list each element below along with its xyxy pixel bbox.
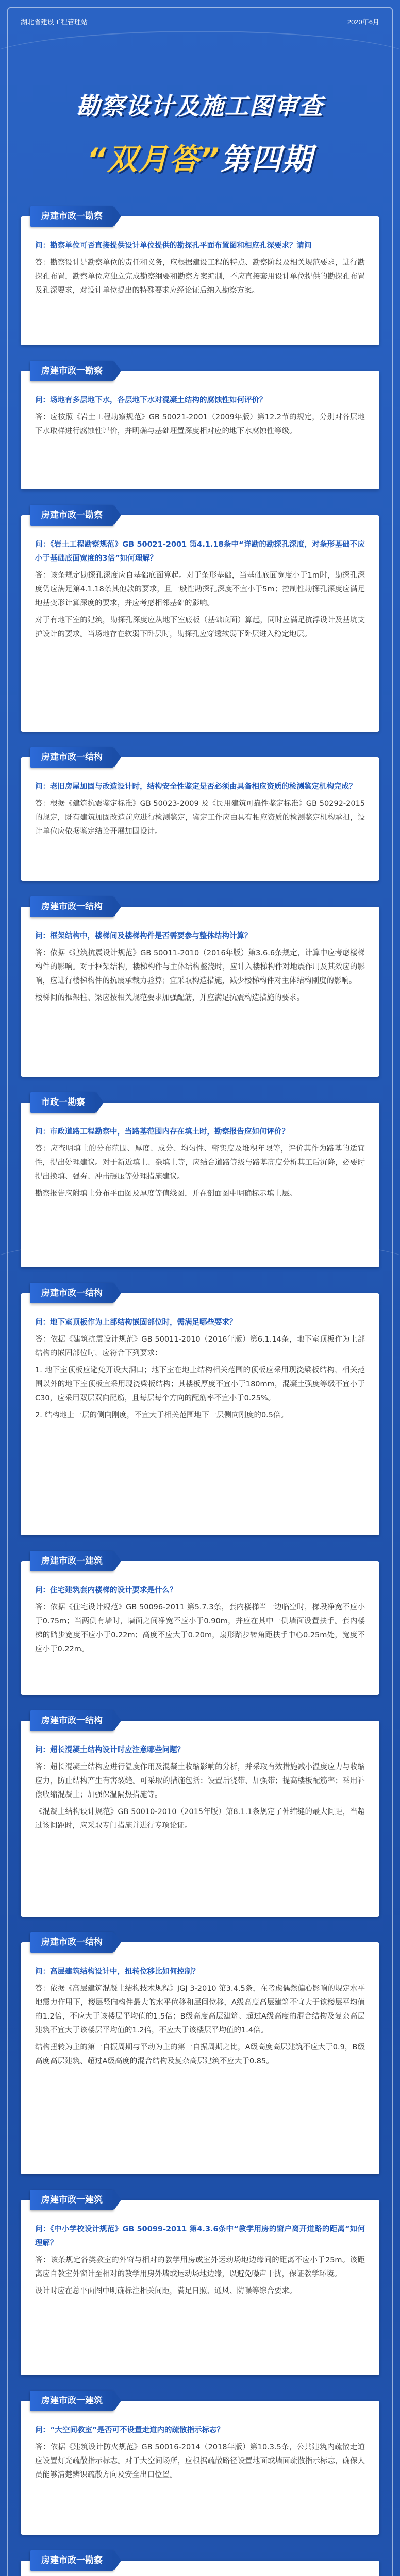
tag-arrow <box>96 1092 104 1113</box>
tag-arrow <box>114 361 121 381</box>
qa-card <box>21 1288 379 1535</box>
qa-answer: 1. 地下室顶板应避免开设大洞口；地下室在地上结构相关范围的顶板应采用现浇梁板结构，相关范围以外的地下室顶板宜采用现浇梁板结构；其楼板厚度不宜小于180mm，混凝土强度等级不宜小于C30，应采用双层双向配筋，且每层每个方向的配筋率不宜小于0.25%。 <box>35 1366 365 1402</box>
qa-question: 问：超长混凝土结构设计时应注意哪些问题？ <box>35 1746 185 1754</box>
qa-question: 问：勘察单位可否直接提供设计单位提供的勘探孔平面布置图和相应孔深要求？请问 <box>35 242 312 250</box>
qa-answer: 答：依据《建筑设计防火规范》GB 50016-2014（2018年版）第10.3.5条，公共建筑内疏散走道应设置灯光疏散指示标志。对于大空间场所，应根据疏散路径设置地面或墙面疏散指示标志，确保人员能够清楚辨识疏散方向及安全出口位置。 <box>35 2443 365 2479</box>
qa-answer: 答：应按照《岩土工程勘察规范》GB 50021-2001（2009年版）第12.2节的规定，分别对各层地下水取样进行腐蚀性评价，并明确与基础埋置深度相对应的地下水腐蚀性等级。 <box>35 413 365 435</box>
qa-card <box>21 510 379 732</box>
qa-body <box>21 1942 379 2083</box>
qa-card <box>21 902 379 1077</box>
hero-banner <box>21 77 379 191</box>
qa-answer: 答：该条规定勘探孔深度应自基础底面算起。对于条形基础，当基础底面宽度小于1m时，勘探孔深度仍应满足第4.1.18条其他款的要求，且一般性勘探孔深度不宜小于5m；控制性勘探孔深度应满足地基变形计算深度的要求，并应考虑相邻基础的影响。 <box>35 571 365 607</box>
hero-title: 勘察设计及施工图审查 <box>76 92 324 120</box>
hero-issue: 第四期 <box>220 142 313 177</box>
qa-body <box>21 2200 379 2313</box>
qa-card <box>21 2195 379 2375</box>
header-strip <box>21 14 379 28</box>
qa-answer: 对于有地下室的建筑，勘探孔深度应从地下室底板（基础底面）算起，同时应满足抗浮设计及基坑支护设计的要求。当场地存在软弱下卧层时，勘探孔应穿透软弱下卧层进入稳定地层。 <box>35 616 365 638</box>
qa-category-tag: 房建市政一勘察 <box>30 361 114 381</box>
qa-body <box>21 757 379 853</box>
qa-answer: 答：依据《建筑抗震设计规范》GB 50011-2010（2016年版）第6.1.14条，地下室顶板作为上部结构的嵌固部位时，应符合下列要求： <box>35 1335 365 1358</box>
tag-arrow <box>114 896 121 917</box>
qa-body <box>21 1721 379 1848</box>
qa-body <box>21 1561 379 1671</box>
qa-category-tag: 房建市政一结构 <box>30 896 114 917</box>
qa-body <box>21 1103 379 1215</box>
qa-category-tag: 房建市政一建筑 <box>30 2391 114 2411</box>
tag-arrow <box>114 2550 121 2571</box>
qa-body <box>21 1293 379 1437</box>
qa-card <box>21 211 379 345</box>
qa-card <box>21 2396 379 2535</box>
qa-card <box>21 1556 379 1695</box>
tag-arrow <box>114 206 121 227</box>
header-date: 2020年6月 <box>347 18 379 26</box>
qa-category-tag: 房建市政一勘察 <box>30 2550 114 2571</box>
qa-answer: 答：依据《住宅设计规范》GB 50096-2011 第5.7.3条，套内楼梯当一边临空时，梯段净宽不应小于0.75m；当两侧有墙时，墙面之间净宽不应小于0.90m，并应在其中一侧墙面设置扶手。套内楼梯的踏步宽度不应小于0.22m；高度不应大于0.20m，扇形踏步转角距扶手中心0.25m处，宽度不应小于0.22m。 <box>35 1603 365 1653</box>
qa-question: 问：高层建筑结构设计中，扭转位移比如何控制？ <box>35 1968 199 1976</box>
qa-answer: 结构扭转为主的第一自振周期与平动为主的第一自振周期之比，A级高度高层建筑不应大于0.9，B级高度高层建筑、超过A级高度的混合结构及复杂高层建筑不应大于0.85。 <box>35 2043 365 2065</box>
qa-card <box>21 1937 379 2174</box>
qa-category-tag: 房建市政一勘察 <box>30 206 114 227</box>
qa-card <box>21 1097 379 1267</box>
qa-category-tag: 房建市政一建筑 <box>30 1551 114 1571</box>
hero-quote-close: ” <box>200 142 221 177</box>
qa-card <box>21 752 379 881</box>
qa-card <box>21 366 379 489</box>
tag-arrow <box>114 1710 121 1731</box>
qa-question: 问：“大空间教室”是否可不设置走道内的疏散指示标志？ <box>35 2426 225 2434</box>
hero-highlight: 双月答 <box>107 142 200 177</box>
qa-question: 问：住宅建筑套内楼梯的设计要求是什么？ <box>35 1586 177 1595</box>
qa-body <box>21 2401 379 2497</box>
tag-arrow <box>114 505 121 526</box>
qa-answer: 设计时应在总平面图中明确标注相关间距，满足日照、通风、防噪等综合要求。 <box>35 2287 297 2295</box>
qa-category-tag: 房建市政一结构 <box>30 1932 114 1953</box>
qa-question: 问：《中小学校设计规范》GB 50099-2011 第4.3.6条中“教学用房的窗户离开道路的距离”如何理解？ <box>35 2225 365 2247</box>
qa-question: 问：框架结构中，楼梯间及楼梯构件是否需要参与整体结构计算？ <box>35 932 252 940</box>
tag-arrow <box>114 747 121 768</box>
qa-question: 问：地下室顶板作为上部结构嵌固部位时，需满足哪些要求？ <box>35 1318 237 1327</box>
qa-category-tag: 房建市政一勘察 <box>30 505 114 526</box>
qa-answer: 《混凝土结构设计规范》GB 50010-2010（2015年版）第8.1.1条规定了伸缩缝的最大间距，当超过该间距时，应采取专门措施并进行专项论证。 <box>35 1808 365 1830</box>
qa-card <box>21 2555 379 2576</box>
qa-body <box>21 907 379 1020</box>
tag-arrow <box>114 1932 121 1953</box>
qa-category-tag: 房建市政一结构 <box>30 1283 114 1303</box>
tag-arrow <box>114 1283 121 1303</box>
qa-body <box>21 371 379 453</box>
qa-answer: 答：依据《建筑抗震设计规范》GB 50011-2010（2016年版）第3.6.6条规定，计算中应考虑楼梯构件的影响。对于框架结构，楼梯构件与主体结构整浇时，应计入楼梯构件对地震作用及其效应的影响，应进行楼梯构件的抗震承载力验算；宜采取构造措施，减少楼梯构件对主体结构刚度的影响。 <box>35 949 365 985</box>
qa-answer: 答：依据《高层建筑混凝土结构技术规程》JGJ 3-2010 第3.4.5条，在考虑偶然偏心影响的规定水平地震力作用下，楼层竖向构件最大的水平位移和层间位移，A级高度高层建筑不宜大于该楼层平均值的1.2倍，不应大于该楼层平均值的1.5倍；B级高度高层建筑、超过A级高度的混合结构及复杂高层建筑不宜大于该楼层平均值的1.2倍，不应大于该楼层平均值的1.4倍。 <box>35 1985 365 2035</box>
header-org: 湖北省建设工程管理站 <box>21 18 88 26</box>
tag-arrow <box>114 2391 121 2411</box>
qa-answer: 楼梯间的框架柱、梁应按相关规范要求加强配筋，并应满足抗震构造措施的要求。 <box>35 994 304 1002</box>
tag-arrow <box>114 1551 121 1571</box>
qa-category-tag: 房建市政一结构 <box>30 1710 114 1731</box>
tag-arrow <box>114 2190 121 2210</box>
qa-card <box>21 1716 379 1917</box>
qa-question: 问：老旧房屋加固与改造设计时，结构安全性鉴定是否必须由具备相应资质的检测鉴定机构完成？ <box>35 783 357 791</box>
qa-question: 问：场地有多层地下水，各层地下水对混凝土结构的腐蚀性如何评价？ <box>35 396 267 404</box>
qa-category-tag: 房建市政一结构 <box>30 747 114 768</box>
qa-answer: 2. 结构地上一层的侧向刚度，不宜大于相关范围地下一层侧向刚度的0.5倍。 <box>35 1411 289 1419</box>
qa-category-tag: 房建市政一建筑 <box>30 2190 114 2210</box>
qa-body <box>21 515 379 656</box>
qa-answer: 答：应查明填土的分布范围、厚度、成分、均匀性、密实度及堆积年限等，评价其作为路基的适宜性，提出处理建议。对于新近填土、杂填土等，应结合道路等级与路基高度分析其工后沉降，必要时提出换填、强夯、冲击碾压等处理措施建议。 <box>35 1145 365 1181</box>
hero-quote-open: “ <box>87 142 107 177</box>
qa-answer: 答：勘察设计是勘察单位的责任和义务，应根据建设工程的特点、勘察阶段及相关规范要求，进行勘探孔布置，勘察单位应独立完成勘察纲要和勘察方案编制，不应直接套用设计单位提供的勘探孔布置及孔深要求，对设计单位提出的特殊要求应经论证后纳入勘察方案。 <box>35 259 365 295</box>
qa-category-tag: 市政一勘察 <box>30 1092 96 1113</box>
qa-question: 问：《岩土工程勘察规范》GB 50021-2001 第4.1.18条中“详勘的勘探孔深度，对条形基础不应小于基础底面宽度的3倍”如何理解？ <box>35 540 365 563</box>
hero-subtitle <box>21 135 379 178</box>
qa-answer: 答：根据《建筑抗震鉴定标准》GB 50023-2009 及《民用建筑可靠性鉴定标准》GB 50292-2015 的规定，既有建筑加固改造前应进行检测鉴定，鉴定工作应由具有相应资质的检测鉴定机构承担，设计单位应依据鉴定结论开展加固设计。 <box>35 800 365 836</box>
qa-question: 问：市政道路工程勘察中，当路基范围内存在填土时，勘察报告应如何评价？ <box>35 1128 289 1136</box>
qa-answer: 答：超长混凝土结构应进行温度作用及混凝土收缩影响的分析，并采取有效措施减小温度应力与收缩应力，防止结构产生有害裂缝。可采取的措施包括：设置后浇带、加强带；提高楼板配筋率；采用补偿收缩混凝土；加强保温隔热措施等。 <box>35 1763 365 1799</box>
qa-body <box>21 216 379 312</box>
qa-answer: 勘察报告应附填土分布平面图及厚度等值线图，并在剖面图中明确标示填土层。 <box>35 1190 297 1198</box>
qa-answer: 答：该条规定各类教室的外窗与相对的教学用房或室外运动场地边缘间的距离不应小于25m。该距离应自教室外窗计至相对的教学用房外墙或运动场地边缘，以避免噪声干扰，保证教学环境。 <box>35 2256 365 2278</box>
